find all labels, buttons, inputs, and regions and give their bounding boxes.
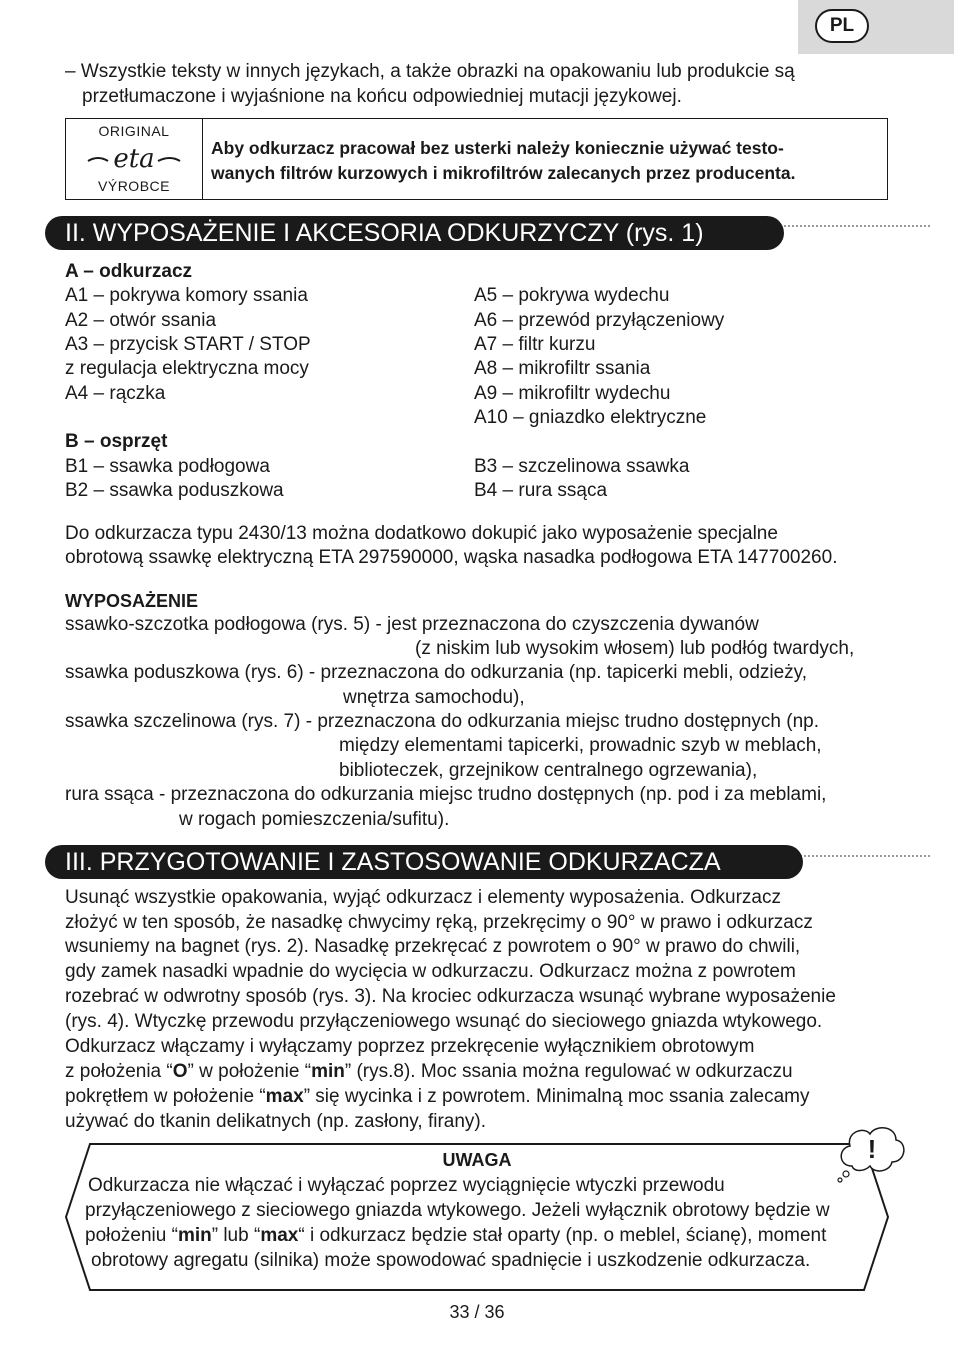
equipment-line: biblioteczek, grzejnikow centralnego ogrzewania), xyxy=(339,760,758,781)
paragraph-line: Usunąć wszystkie opakowania, wyjąć odkurzacz i elementy wyposażenia. Odkurzacz xyxy=(65,887,781,908)
text-run-bold: min xyxy=(177,1225,212,1246)
group-a-title: A – odkurzacz xyxy=(65,261,193,282)
eta-original-logo xyxy=(66,119,203,199)
list-item: B3 – szczelinowa ssawka xyxy=(474,456,690,477)
list-item: B2 – ssawka poduszkowa xyxy=(65,480,284,501)
equipment-line: wnętrza samochodu), xyxy=(343,687,525,708)
svg-text:!: ! xyxy=(867,1134,877,1164)
extra-line: obrotową ssawkę elektryczną ETA 297590000, wąska nasadka podłogowa ETA 147700260. xyxy=(65,547,838,568)
list-item: A9 – mikrofiltr wydechu xyxy=(474,383,671,404)
text-run: położeniu “ xyxy=(85,1225,178,1246)
list-item: A6 – przewód przyłączeniowy xyxy=(474,310,725,331)
text-run-bold: max xyxy=(260,1225,299,1246)
warning-line: Odkurzacza nie włączać i wyłączać poprzez wyciągnięcie wtyczki przewodu xyxy=(88,1175,725,1196)
list-item: A1 – pokrywa komory ssania xyxy=(65,285,308,306)
list-item: A4 – rączka xyxy=(65,383,166,404)
text-run-bold: max xyxy=(265,1086,304,1107)
intro-line-1: – Wszystkie teksty w innych językach, a także obrazki na opakowaniu lub produkcie są xyxy=(65,61,795,82)
text-run: pokrętłem w położenie “ xyxy=(65,1086,266,1107)
eta-logo-icon xyxy=(84,141,184,175)
extra-line: Do odkurzacza typu 2430/13 można dodatkowo dokupić jako wyposażenie specjalne xyxy=(65,523,778,544)
original-parts-note xyxy=(211,136,795,186)
text-run: ” lub “ xyxy=(211,1225,261,1246)
paragraph-line: używać do tkanin delikatnych (np. zasłony, firany). xyxy=(65,1111,487,1132)
paragraph-line: rozebrać w odwrotny sposób (rys. 3). Na krociec odkurzacza wsunąć wybrane wyposażenie xyxy=(65,986,836,1007)
equipment-line: ssawko-szczotka podłogowa (rys. 5) - jest przeznaczona do czyszczenia dywanów xyxy=(65,614,759,635)
warning-line: obrotowy agregatu (silnika) może spowodować spadnięcie i uszkodzenie odkurzacza. xyxy=(91,1250,811,1271)
equipment-title: WYPOSAŻENIE xyxy=(65,591,199,611)
list-item: A3 – przycisk START / STOP xyxy=(65,334,311,355)
list-item: B4 – rura ssąca xyxy=(474,480,608,501)
original-label: ORIGINAL xyxy=(98,123,170,139)
list-item: A8 – mikrofiltr ssania xyxy=(474,358,651,379)
text-run: z położenia “ xyxy=(65,1061,173,1082)
equipment-line: ssawka poduszkowa (rys. 6) - przeznaczona do odkurzania (np. tapicerki mebli, odzieży, xyxy=(65,662,808,683)
section-3-title: III. PRZYGOTOWANIE I ZASTOSOWANIE ODKURZACZA xyxy=(45,845,803,879)
text-run-bold: O xyxy=(172,1061,188,1082)
language-badge: PL xyxy=(815,9,869,43)
text-run: ” (rys.8). Moc ssania można regulować w odkurzaczu xyxy=(344,1061,793,1082)
warning-title: UWAGA xyxy=(442,1150,512,1170)
text-run-bold: min xyxy=(311,1061,345,1082)
warning-line xyxy=(85,1224,826,1249)
equipment-line: rura ssąca - przeznaczona do odkurzania miejsc trudno dostępnych (np. pod i za meblami, xyxy=(65,784,827,805)
list-item: A7 – filtr kurzu xyxy=(474,334,596,355)
warning-line: przyłączeniowego z sieciowego gniazda wtykowego. Jeżeli wyłącznik obrotowy będzie w xyxy=(85,1200,830,1221)
eta-logo-text: eta xyxy=(113,144,155,174)
paragraph-line xyxy=(65,1085,809,1110)
text-run: “ i odkurzacz będzie stał oparty (np. o meblel, ścianę), moment xyxy=(298,1225,827,1246)
text-run: ” w położenie “ xyxy=(187,1061,312,1082)
list-item: A5 – pokrywa wydechu xyxy=(474,285,670,306)
paragraph-line: wsuniemy na bagnet (rys. 2). Nasadkę przekręcać z powrotem o 90° w prawo do chwili, xyxy=(65,936,801,957)
intro-line-2: przetłumaczone i wyjaśnione na końcu odpowiedniej mutacji językowej. xyxy=(82,86,682,107)
group-b-title: B – osprzęt xyxy=(65,431,168,452)
section-2-title: II. WYPOSAŻENIE I AKCESORIA ODKURZYCZY (rys. 1) xyxy=(45,216,784,250)
equipment-line: między elementami tapicerki, prowadnic szyb w meblach, xyxy=(339,735,822,756)
page-number: 33 / 36 xyxy=(449,1302,505,1322)
paragraph-line: gdy zamek nasadki wpadnie do wycięcia w odkurzaczu. Odkurzacz można z powrotem xyxy=(65,961,796,982)
paragraph-line: Odkurzacz włączamy i wyłączamy poprzez przekręcenie wyłącznikiem obrotowym xyxy=(65,1036,755,1057)
list-item: z regulacja elektryczna mocy xyxy=(65,358,309,379)
original-parts-box xyxy=(65,118,888,200)
paragraph-line: złożyć w ten sposób, że nasadkę chwycimy ręką, przekręcimy o 90° w prawo i odkurzacz xyxy=(65,912,813,933)
list-item: B1 – ssawka podłogowa xyxy=(65,456,270,477)
list-item: A10 – gniazdko elektryczne xyxy=(474,407,707,428)
equipment-line: w rogach pomieszczenia/sufitu). xyxy=(179,809,450,830)
paragraph-line xyxy=(65,1060,793,1085)
equipment-line: ssawka szczelinowa (rys. 7) - przeznaczona do odkurzania miejsc trudno dostępnych (np. xyxy=(65,711,820,732)
vyrobce-label: VÝROBCE xyxy=(98,178,170,194)
original-note-line: wanych filtrów kurzowych i mikrofiltrów zalecanych przez producenta. xyxy=(211,163,796,183)
equipment-line: (z niskim lub wysokim włosem) lub podłóg twardych, xyxy=(415,638,855,659)
paragraph-line: (rys. 4). Wtyczkę przewodu przyłączeniowego wsunąć do sieciowego gniazda wtykowego. xyxy=(65,1011,823,1032)
original-note-line: Aby odkurzacz pracował bez usterki należy koniecznie używać testo- xyxy=(211,138,784,158)
text-run: ” się wycinka i z powrotem. Minimalną moc ssania zalecamy xyxy=(303,1086,810,1107)
list-item: A2 – otwór ssania xyxy=(65,310,217,331)
